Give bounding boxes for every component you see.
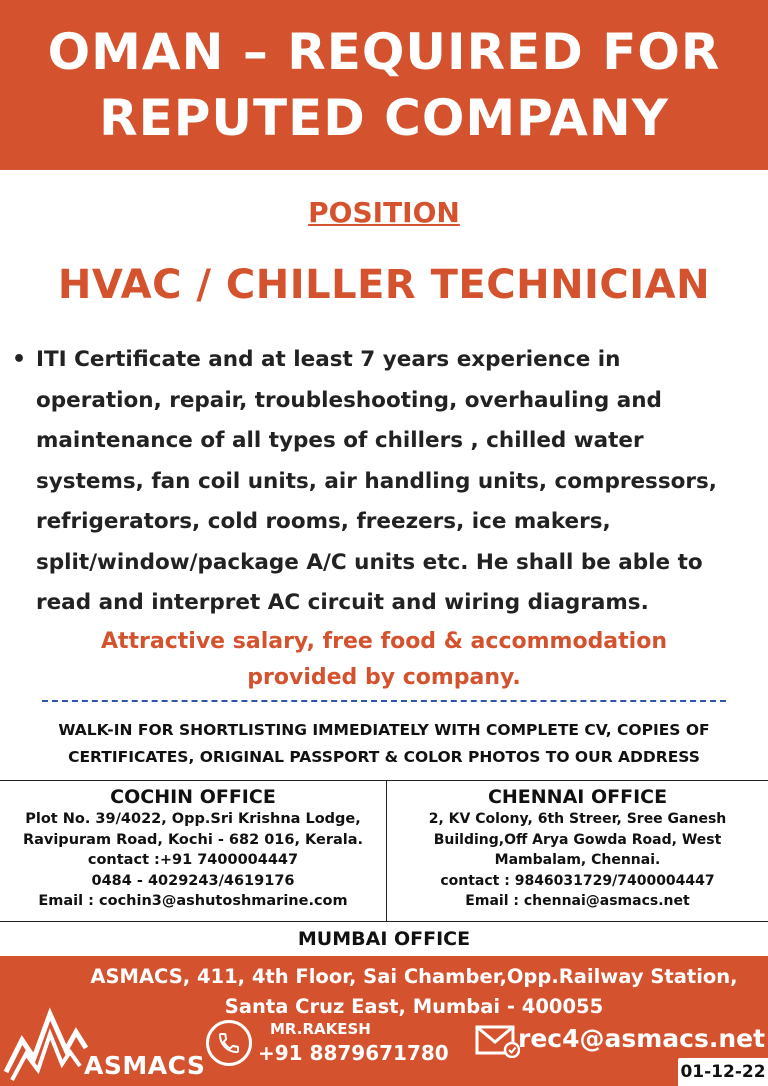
contact-name: MR.RAKESH xyxy=(270,1020,371,1038)
cochin-address-line: Plot No. 39/4022, Opp.Sri Krishna Lodge, xyxy=(25,811,361,827)
offices-section xyxy=(0,780,768,922)
chennai-address-line: Mambalam, Chennai. xyxy=(494,852,661,868)
mumbai-address-line-2: Santa Cruz East, Mumbai - 400055 xyxy=(224,995,604,1018)
salary-line-1: Attractive salary, free food & accommodation xyxy=(100,629,667,654)
mumbai-office-title: MUMBAI OFFICE xyxy=(297,928,471,950)
contact-phone: +91 8879671780 xyxy=(258,1041,449,1065)
job-title: HVAC / CHILLER TECHNICIAN xyxy=(57,262,711,308)
position-label: POSITION xyxy=(308,196,460,229)
phone-icon xyxy=(206,1020,252,1066)
requirement-line: maintenance of all types of chillers , chilled water xyxy=(36,428,644,453)
requirement-line: ITI Certificate and at least 7 years experience in xyxy=(36,347,621,372)
mail-icon xyxy=(474,1024,520,1058)
chennai-address-line: 2, KV Colony, 6th Streer, Sree Ganesh xyxy=(428,811,727,827)
cochin-email: Email : cochin3@ashutoshmarine.com xyxy=(38,893,348,909)
header-line-2: REPUTED COMPANY xyxy=(99,89,669,147)
requirement-line: split/window/package A/C units etc. He shall be able to xyxy=(36,549,703,575)
chennai-office-title: CHENNAI OFFICE xyxy=(487,786,668,808)
cochin-office-title: COCHIN OFFICE xyxy=(110,786,276,808)
requirement-line: read and interpret AC circuit and wiring diagrams. xyxy=(36,590,649,615)
requirement-line: refrigerators, cold rooms, freezers, ice makers, xyxy=(36,509,611,534)
header-line-1: OMAN – REQUIRED FOR xyxy=(47,23,721,81)
mumbai-address-line-1: ASMACS, 411, 4th Floor, Sai Chamber,Opp.Railway Station, xyxy=(90,965,738,988)
asmacs-logo xyxy=(4,992,204,1082)
chennai-email: Email : chennai@asmacs.net xyxy=(465,893,690,909)
walkin-notice xyxy=(0,717,768,771)
requirement-line: operation, repair, troubleshooting, overhauling and xyxy=(36,387,662,413)
date-badge: 01-12-22 xyxy=(678,1058,768,1086)
requirement-item xyxy=(10,340,762,624)
salary-note xyxy=(0,624,768,696)
cochin-address-line: Ravipuram Road, Kochi - 682 016, Kerala. xyxy=(22,831,364,848)
footer-email[interactable]: rec4@asmacs.net xyxy=(518,1024,766,1053)
logo-text: ASMACS xyxy=(84,1051,206,1080)
chennai-contact: contact : 9846031729/7400004447 xyxy=(440,872,715,889)
chennai-office xyxy=(387,781,768,921)
walkin-line-2: CERTIFICATES, ORIGINAL PASSPORT & COLOR PHOTOS TO OUR ADDRESS xyxy=(68,748,700,766)
requirements-list xyxy=(10,340,762,624)
cochin-contact: contact :+91 7400004447 xyxy=(87,852,299,868)
cochin-office xyxy=(0,781,387,921)
cochin-phone: 0484 - 4029243/4619176 xyxy=(91,872,295,889)
walkin-line-1: WALK-IN FOR SHORTLISTING IMMEDIATELY WITH COMPLETE CV, COPIES OF xyxy=(58,721,710,739)
chennai-address-line: Building,Off Arya Gowda Road, West xyxy=(433,831,722,848)
salary-line-2: provided by company. xyxy=(247,665,521,690)
dashed-divider xyxy=(42,700,726,702)
footer-banner xyxy=(0,956,768,1086)
requirement-line: systems, fan coil units, air handling units, compressors, xyxy=(36,468,717,494)
header-banner xyxy=(0,0,768,170)
bullet-icon: • xyxy=(12,347,27,372)
